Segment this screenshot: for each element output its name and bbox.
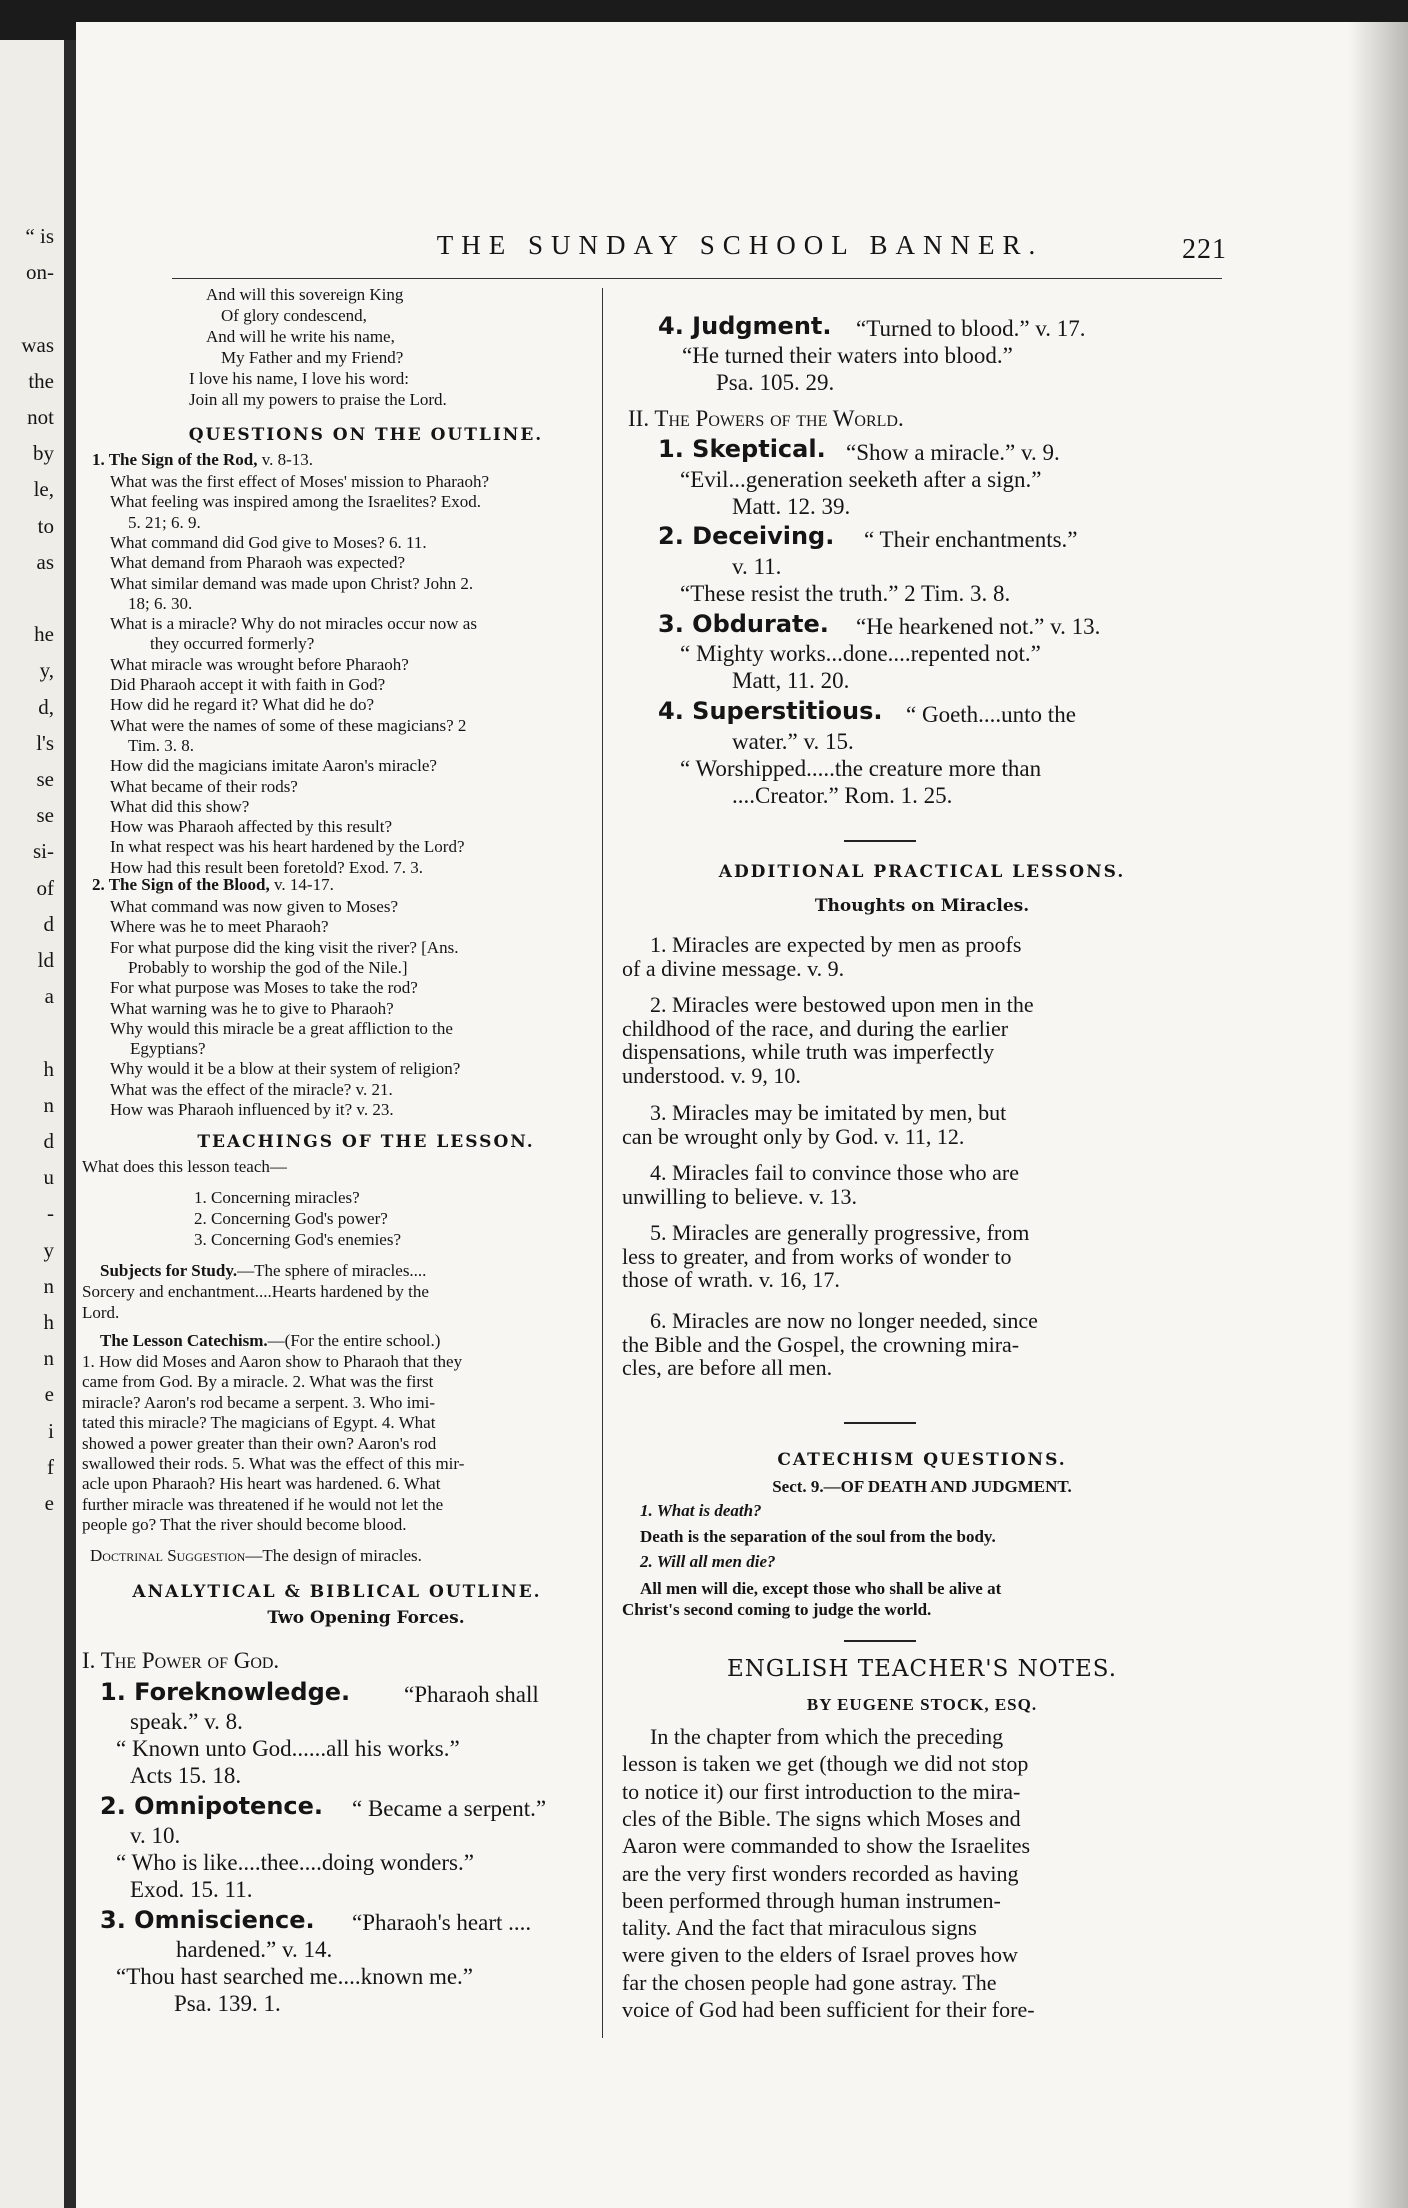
practical-lesson-line: 3. Miracles may be imitated by men, but: [650, 1100, 1007, 1125]
section-2-title: 2. The Sign of the Blood,: [92, 875, 270, 894]
catechism-line: people go? That the river should become blood.: [82, 1515, 407, 1535]
previous-page-fragment: ld: [37, 948, 54, 972]
section-rule: [844, 840, 916, 842]
doctrinal-label: Doctrinal Suggestion: [90, 1546, 246, 1565]
previous-page-fragment: n: [43, 1092, 54, 1117]
question-line: What were the names of some of these magicians? 2: [110, 715, 467, 735]
previous-page-fragment: n: [43, 1346, 54, 1371]
question-line: How was Pharaoh affected by this result?: [110, 817, 392, 837]
previous-page-fragment: he: [34, 622, 54, 647]
world-item-label: 2. Deceiving.: [658, 522, 835, 550]
previous-page-fragment: se: [36, 803, 54, 828]
question-line: 18; 6. 30.: [128, 593, 193, 613]
outline-item-text: hardened.” v. 14.: [176, 1937, 333, 1962]
catechism-line: further miracle was threatened if he would not let the: [82, 1494, 444, 1514]
question-line: How did he regard it? What did he do?: [110, 695, 375, 715]
section-2-ref: v. 14-17.: [269, 875, 334, 894]
outline-item-label: 2. Omnipotence.: [100, 1792, 324, 1820]
previous-page-fragment: f: [47, 1454, 54, 1479]
section-1-title: 1. The Sign of the Rod,: [92, 450, 258, 469]
practical-lesson-line: 6. Miracles are now no longer needed, since: [650, 1308, 1038, 1333]
catechism-line: tated this miracle? The magicians of Egypt. 4. What: [82, 1413, 436, 1433]
question-line: Where was he to meet Pharaoh?: [110, 917, 329, 937]
outline-item-text: “Pharaoh's heart ....: [352, 1910, 532, 1935]
outline-item-label: 1. Foreknowledge.: [100, 1678, 351, 1706]
question-line: What command did God give to Moses? 6. 11.: [110, 532, 427, 552]
outline-item-label: 3. Omniscience.: [100, 1906, 315, 1934]
catechism-line: 1. How did Moses and Aaron show to Pharaoh that they: [82, 1352, 463, 1371]
poem-line: Join all my powers to praise the Lord.: [189, 390, 447, 409]
column-divider: [602, 288, 603, 2038]
judgment-cite: “He turned their waters into blood.”: [682, 343, 1013, 368]
english-notes-line: tality. And the fact that miraculous signs: [622, 1915, 977, 1941]
practical-lesson-line: understood. v. 9, 10.: [622, 1062, 801, 1088]
previous-page-fragment: not: [27, 405, 54, 429]
english-notes-line: lesson is taken we get (though we did not stop: [622, 1751, 1029, 1777]
practical-lesson-line: those of wrath. v. 16, 17.: [622, 1267, 840, 1292]
question-line: What similar demand was made upon Christ? John 2.: [110, 573, 474, 593]
section-2-title-line: [92, 874, 334, 895]
question-line: What miracle was wrought before Pharaoh?: [110, 654, 409, 674]
part-1-heading: I. The Power of God.: [82, 1648, 280, 1673]
english-notes-byline: BY EUGENE STOCK, ESQ.: [806, 1695, 1038, 1714]
previous-page-fragment: by: [33, 441, 54, 466]
lesson-catechism-text: —(For the entire school.): [267, 1331, 441, 1350]
question-line: Egyptians?: [130, 1039, 206, 1059]
previous-page-fragment: on-: [26, 260, 54, 285]
catechism-line: [100, 1330, 440, 1351]
previous-page-fragment: e: [44, 1382, 54, 1407]
practical-lesson-line: 1. Miracles are expected by men as proofs: [650, 932, 1022, 957]
previous-page-fragment: d,: [38, 694, 54, 719]
world-item-text: “ Goeth....unto the: [906, 702, 1076, 727]
section-1-title-line: [92, 449, 313, 470]
english-notes-heading: ENGLISH TEACHER'S NOTES.: [726, 1656, 1118, 1682]
running-header: THE SUNDAY SCHOOL BANNER.: [436, 230, 1044, 260]
practical-lesson-line: childhood of the race, and during the earlier: [622, 1015, 1009, 1041]
english-notes-line: Aaron were commanded to show the Israelites: [622, 1833, 1031, 1859]
english-notes-line: In the chapter from which the preceding: [650, 1724, 1004, 1749]
previous-page-edge: [0, 40, 64, 2208]
page: [76, 22, 1408, 2208]
catechism-answer: Christ's second coming to judge the world.: [622, 1600, 932, 1619]
previous-page-fragment: y: [43, 1237, 54, 1262]
poem-line: Of glory condescend,: [221, 306, 367, 325]
practical-lesson-line: 4. Miracles fail to convince those who are: [650, 1160, 1019, 1185]
book-gutter: [64, 40, 76, 2208]
world-item-text: “Show a miracle.” v. 9.: [846, 440, 1060, 465]
catechism-question: 1. What is death?: [640, 1501, 762, 1520]
page-edge-shadow: [1348, 22, 1408, 2208]
practical-lesson-line: unwilling to believe. v. 13.: [622, 1183, 858, 1209]
catechism-line: showed a power greater than their own? Aaron's rod: [82, 1433, 437, 1453]
catechism-question: 2. Will all men die?: [640, 1552, 776, 1571]
world-item-line: “Evil...generation seeketh after a sign.”: [680, 467, 1042, 492]
questions-heading: QUESTIONS ON THE OUTLINE.: [188, 425, 544, 445]
practical-lesson-line: 5. Miracles are generally progressive, from: [650, 1220, 1030, 1245]
question-line: How was Pharaoh influenced by it? v. 23.: [110, 1100, 394, 1119]
question-line: Why would this miracle be a great affliction to the: [110, 1018, 453, 1038]
previous-page-fragment: si-: [33, 839, 54, 864]
page-number: 221: [1182, 234, 1227, 265]
english-notes-line: cles of the Bible. The signs which Moses and: [622, 1805, 1021, 1831]
previous-page-fragment: -: [47, 1201, 54, 1226]
previous-page-fragment: se: [36, 767, 54, 791]
outline-item-text: “ Became a serpent.”: [352, 1796, 547, 1821]
poem-line: My Father and my Friend?: [221, 348, 404, 367]
english-notes-line: voice of God had been sufficient for their fore-: [622, 1997, 1035, 2022]
world-item-line: “These resist the truth.” 2 Tim. 3. 8.: [680, 581, 1011, 606]
outline-item-cite: “ Who is like....thee....doing wonders.”: [116, 1850, 474, 1875]
previous-page-fragment: of: [36, 875, 54, 900]
question-line: What feeling was inspired among the Israelites? Exod.: [110, 492, 482, 512]
world-item-text: “ Their enchantments.”: [864, 527, 1078, 552]
catechism-line: acle upon Pharaoh? His heart was hardened. 6. What: [82, 1474, 441, 1494]
teaching-item: 1. Concerning miracles?: [194, 1188, 360, 1207]
question-line: What command was now given to Moses?: [110, 897, 398, 916]
part-2-heading: II. The Powers of the World.: [628, 406, 904, 431]
outline-item-text: “Pharaoh shall: [404, 1682, 539, 1707]
question-line: How had this result been foretold? Exod. 7. 3.: [110, 857, 424, 877]
outline-item-text: v. 10.: [130, 1823, 181, 1848]
outline-item-text: speak.” v. 8.: [130, 1709, 243, 1734]
previous-page-fragment: was: [21, 332, 54, 357]
judgment-ref: Psa. 105. 29.: [716, 370, 835, 395]
catechism-answer: All men will die, except those who shall be alive at: [640, 1579, 1002, 1598]
world-item-line: Matt, 11. 20.: [732, 668, 850, 693]
poem-line: And will he write his name,: [206, 327, 395, 346]
teaching-item: 2. Concerning God's power?: [194, 1209, 388, 1228]
section-1-ref: v. 8-13.: [257, 450, 314, 469]
teaching-item: 3. Concerning God's enemies?: [194, 1230, 402, 1249]
subjects-line: Sorcery and enchantment....Hearts hardened by the: [82, 1282, 429, 1301]
english-notes-line: far the chosen people had gone astray. The: [622, 1969, 997, 1995]
analytical-heading: ANALYTICAL & BIBLICAL OUTLINE.: [132, 1582, 542, 1602]
catechism-line: came from God. By a miracle. 2. What was the first: [82, 1372, 434, 1392]
judgment-text: “Turned to blood.” v. 17.: [856, 316, 1086, 341]
world-item-label: 4. Superstitious.: [658, 697, 883, 725]
catechism-line: swallowed their rods. 5. What was the effect of this mir-: [82, 1454, 465, 1473]
previous-page-fragment: y,: [39, 658, 54, 683]
section-rule: [844, 1422, 916, 1424]
poem-line: And will this sovereign King: [206, 285, 404, 304]
practical-lesson-line: can be wrought only by God. v. 11, 12.: [622, 1123, 965, 1149]
world-item-label: 1. Skeptical.: [658, 435, 826, 463]
world-item-line: ....Creator.” Rom. 1. 25.: [732, 783, 953, 808]
previous-page-fragment: h: [43, 1310, 54, 1334]
catechism-answer: Death is the separation of the soul from the body.: [640, 1527, 996, 1546]
subjects-line: [100, 1260, 426, 1281]
question-line: Why would it be a blow at their system of religion?: [110, 1059, 461, 1079]
question-line: What warning was he to give to Pharaoh?: [110, 998, 394, 1018]
outline-item-ref: Exod. 15. 11.: [130, 1877, 253, 1902]
outline-item-ref: Acts 15. 18.: [130, 1763, 242, 1788]
world-item-line: v. 11.: [732, 554, 782, 579]
practical-lesson-line: 2. Miracles were bestowed upon men in the: [650, 992, 1034, 1017]
question-line: What became of their rods?: [110, 776, 298, 796]
additional-lessons-subheading: Thoughts on Miracles.: [814, 896, 1030, 916]
question-line: What was the effect of the miracle? v. 21.: [110, 1079, 393, 1099]
analytical-subheading: Two Opening Forces.: [267, 1608, 465, 1628]
poem-line: I love his name, I love his word:: [189, 369, 410, 388]
previous-page-fragment: n: [43, 1273, 54, 1298]
catechism-questions-heading: CATECHISM QUESTIONS.: [777, 1450, 1067, 1470]
practical-lesson-line: cles, are before all men.: [622, 1355, 833, 1380]
english-notes-line: to notice it) our first introduction to the mira-: [622, 1778, 1021, 1804]
world-item-line: “ Worshipped.....the creature more than: [680, 756, 1042, 781]
question-line: In what respect was his heart hardened by the Lord?: [110, 837, 465, 857]
question-line: For what purpose did the king visit the river? [Ans.: [110, 937, 459, 957]
catechism-line: miracle? Aaron's rod became a serpent. 3. Who imi-: [82, 1392, 436, 1412]
english-notes-line: were given to the elders of Israel proves how: [622, 1942, 1018, 1968]
subjects-label: Subjects for Study.: [100, 1261, 238, 1280]
section-rule: [844, 1640, 916, 1642]
header-rule: [172, 278, 1222, 279]
question-line: For what purpose was Moses to take the rod?: [110, 978, 418, 998]
practical-lesson-line: the Bible and the Gospel, the crowning mira-: [622, 1331, 1020, 1357]
practical-lesson-line: less to greater, and from works of wonder to: [622, 1243, 1012, 1269]
doctrinal-text: —The design of miracles.: [245, 1546, 422, 1565]
lesson-catechism-label: The Lesson Catechism.: [100, 1331, 268, 1350]
world-item-line: water.” v. 15.: [732, 729, 854, 754]
catechism-section: Sect. 9.—OF DEATH AND JUDGMENT.: [772, 1477, 1072, 1496]
english-notes-line: been performed through human instrumen-: [622, 1887, 1001, 1913]
question-line: they occurred formerly?: [150, 634, 315, 654]
previous-page-fragment: as: [36, 549, 54, 574]
previous-page-fragment: the: [28, 368, 54, 393]
previous-page-fragment: h: [43, 1056, 54, 1081]
world-item-text: “He hearkened not.” v. 13.: [856, 614, 1101, 639]
teachings-intro: What does this lesson teach—: [82, 1157, 287, 1176]
previous-page-fragment: i: [48, 1418, 54, 1443]
previous-page-fragment: e: [44, 1491, 54, 1515]
question-line: What is a miracle? Why do not miracles occur now as: [110, 614, 477, 634]
subjects-line: Lord.: [82, 1303, 120, 1322]
question-line: 5. 21; 6. 9.: [128, 512, 201, 532]
previous-page-fragment: d: [43, 1129, 54, 1153]
subjects-text: —The sphere of miracles....: [237, 1261, 427, 1280]
question-line: What did this show?: [110, 796, 250, 816]
practical-lesson-line: dispensations, while truth was imperfectly: [622, 1039, 995, 1064]
previous-page-fragment: to: [37, 513, 54, 538]
previous-page-fragment: a: [44, 984, 54, 1009]
previous-page-fragment: d: [43, 911, 54, 936]
previous-page-fragment: “ is: [25, 224, 54, 248]
question-line: What was the first effect of Moses' mission to Pharaoh?: [110, 472, 490, 491]
question-line: How did the magicians imitate Aaron's miracle?: [110, 756, 437, 776]
previous-page-fragment: le,: [33, 477, 54, 502]
outline-item-cite: “Thou hast searched me....known me.”: [116, 1964, 474, 1989]
world-item-label: 3. Obdurate.: [658, 610, 829, 638]
outline-item-cite: “ Known unto God......all his works.”: [116, 1736, 460, 1761]
previous-page-fragment: u: [43, 1165, 54, 1190]
english-notes-line: are the very first wonders recorded as having: [622, 1860, 1019, 1886]
question-line: Did Pharaoh accept it with faith in God?: [110, 675, 386, 694]
doctrinal-line: [90, 1545, 422, 1566]
additional-lessons-heading: ADDITIONAL PRACTICAL LESSONS.: [718, 862, 1126, 882]
outline-item-ref: Psa. 139. 1.: [174, 1991, 281, 2016]
world-item-line: “ Mighty works...done....repented not.”: [680, 641, 1041, 666]
judgment-label: 4. Judgment.: [658, 312, 832, 340]
practical-lesson-line: of a divine message. v. 9.: [622, 955, 845, 981]
question-line: Tim. 3. 8.: [128, 735, 194, 755]
question-line: Probably to worship the god of the Nile.]: [128, 957, 408, 977]
world-item-line: Matt. 12. 39.: [732, 494, 851, 519]
teachings-heading: TEACHINGS OF THE LESSON.: [197, 1132, 535, 1152]
question-line: What demand from Pharaoh was expected?: [110, 553, 406, 573]
previous-page-fragment: l's: [36, 730, 54, 755]
